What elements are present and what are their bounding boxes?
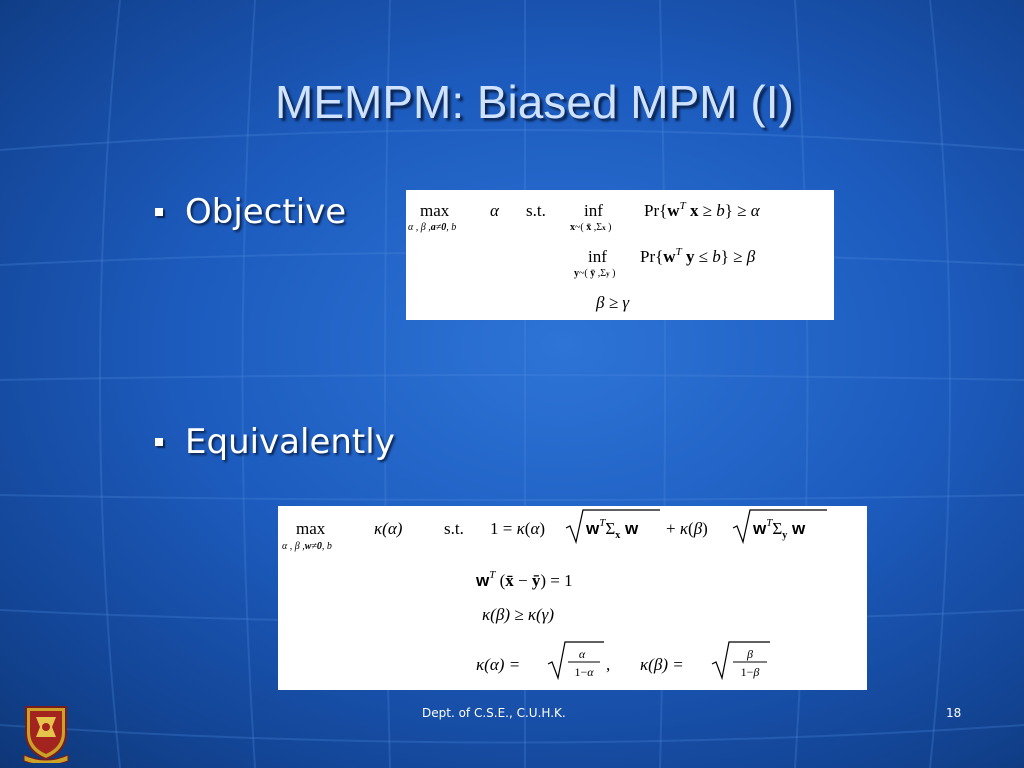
svg-text:α: α [490, 201, 499, 220]
bullet-label: Objective [185, 192, 347, 232]
svg-text:,: , [606, 655, 611, 674]
svg-text:Pr{wT y ≤ b} ≥ β: $Pr\{w^T$ y ≤ b} ≥ β [640, 246, 756, 266]
equivalent-formula-box [278, 506, 867, 690]
svg-text:1 = κ(α): 1 = κ(α) [490, 519, 546, 538]
svg-text:inf: inf [584, 201, 603, 220]
svg-text:α: α [578, 647, 586, 661]
svg-text:inf: inf [588, 247, 607, 266]
svg-text:κ(α) =: κ(α) = [476, 655, 521, 674]
svg-text:1−α: 1−α [574, 665, 594, 679]
equivalent-formula [278, 506, 867, 690]
bullet-marker-icon [155, 438, 163, 446]
svg-text:max: max [296, 519, 326, 538]
svg-text:κ(β) ≥ κ(γ): κ(β) ≥ κ(γ) [482, 605, 555, 624]
cuhk-crest-icon [22, 703, 70, 763]
svg-text:x~( x̄ ,Σx ): x~( x̄ ,Σx ) [570, 222, 612, 233]
bullet-label: Equivalently [185, 422, 395, 462]
svg-text:y~( ȳ ,Σy ): y~( ȳ ,Σy ) [574, 268, 616, 279]
svg-text:wTΣx w: $w^T\Sigma_x$ w [586, 517, 639, 541]
svg-text:+ κ(β): + κ(β) [666, 519, 708, 538]
bullet-objective [155, 192, 346, 232]
objective-formula [406, 190, 834, 320]
slide-title: MEMPM: Biased MPM (I) [275, 76, 794, 128]
svg-text:κ(α): κ(α) [374, 519, 403, 538]
svg-text:β ≥ γ: β ≥ γ [596, 293, 630, 312]
svg-text:s.t.: s.t. [444, 519, 464, 538]
bullet-equivalently [155, 422, 395, 462]
svg-text:κ(β) =: κ(β) = [640, 655, 684, 674]
svg-text:max: max [420, 201, 450, 220]
svg-text:wT (x̄ − ȳ) = 1: $w^T$ (x̄ − ȳ) = 1 [476, 569, 573, 590]
page-number: 18 [946, 706, 962, 720]
svg-text:α , β ,a≠0, b: α , β ,a≠0, b [408, 222, 457, 233]
footer-department: Dept. of C.S.E., C.U.H.K. [422, 706, 566, 720]
svg-text:β: β [747, 647, 753, 661]
svg-text:Pr{wT x ≥ b} ≥ α: $Pr\{w^T$ x ≥ b} ≥ α [644, 200, 760, 220]
objective-formula-box [406, 190, 834, 320]
bullet-marker-icon [155, 208, 163, 216]
svg-text:1−β: 1−β [740, 665, 760, 679]
svg-text:α , β ,w≠0, b: α , β ,w≠0, b [282, 541, 332, 552]
svg-text:s.t.: s.t. [526, 201, 546, 220]
svg-text:wTΣy w: $w^T\Sigma_y$ w [753, 517, 806, 541]
